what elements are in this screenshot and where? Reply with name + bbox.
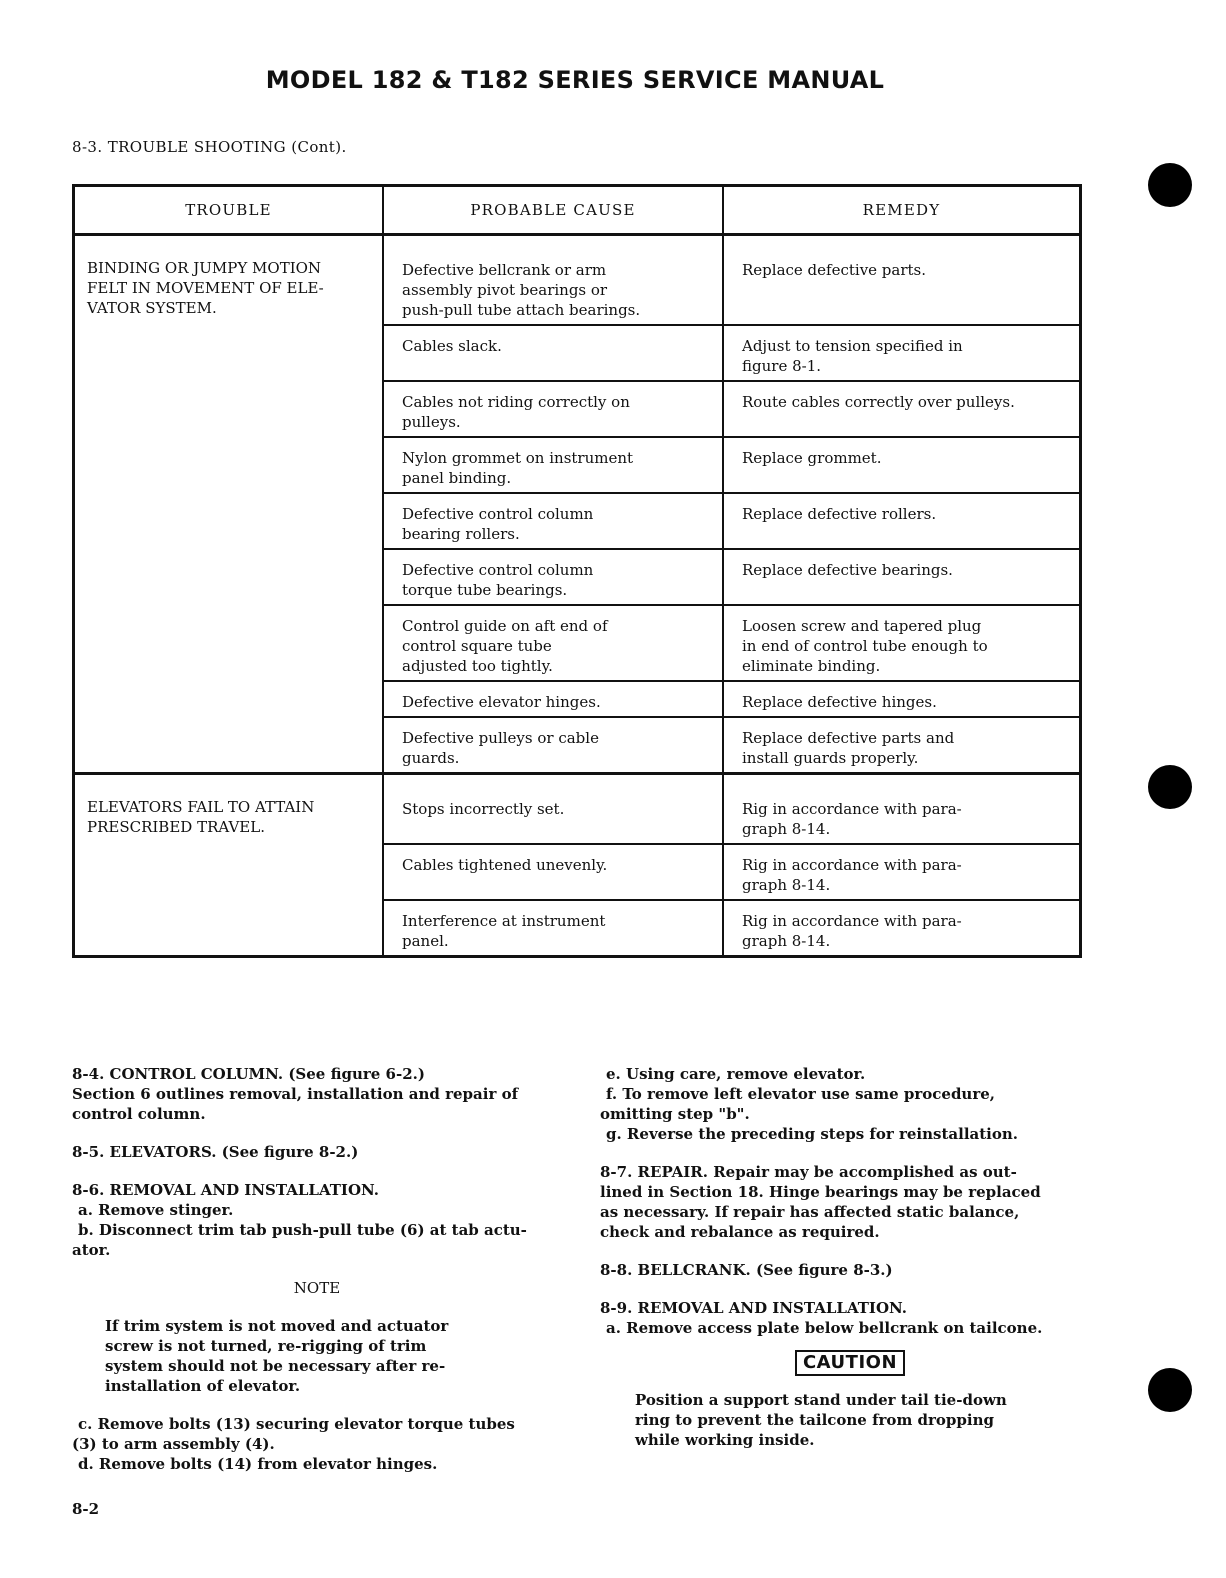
right-column	[600, 1064, 1100, 1450]
remedy-text: graph 8-14.	[742, 876, 831, 894]
trouble-shooting-table	[72, 184, 1082, 958]
probable-cause-text: assembly pivot bearings or	[402, 281, 608, 299]
remedy-text: graph 8-14.	[742, 820, 831, 838]
probable-cause-text: Control guide on aft end of	[402, 617, 608, 635]
section-8-4-body: Section 6 outlines removal, installation and repair of control column.	[72, 1085, 519, 1123]
table-row	[74, 774, 1081, 845]
remedy-text: Replace grommet.	[742, 449, 882, 467]
remedy-cell	[723, 900, 1081, 957]
remedy-text: Loosen screw and tapered plug	[742, 617, 982, 635]
probable-cause-text: Defective control column	[402, 505, 594, 523]
remedy-text: install guards properly.	[742, 749, 919, 767]
remedy-text: Rig in accordance with para-	[742, 856, 962, 874]
probable-cause-cell	[383, 493, 723, 549]
section-8-5-heading: 8-5. ELEVATORS. (See figure 8-2.)	[72, 1143, 359, 1161]
probable-cause-text: Stops incorrectly set.	[402, 800, 565, 818]
caution-label: CAUTION	[795, 1350, 905, 1376]
remedy-text: figure 8-1.	[742, 357, 822, 375]
probable-cause-text: bearing rollers.	[402, 525, 520, 543]
probable-cause-text: Interference at instrument	[402, 912, 606, 930]
step-c: c. Remove bolts (13) securing elevator torque tubes (3) to arm assembly (4).	[72, 1415, 515, 1453]
remedy-text: Replace defective parts and	[742, 729, 955, 747]
probable-cause-text: push-pull tube attach bearings.	[402, 301, 641, 319]
binder-hole	[1148, 1368, 1192, 1412]
header-remedy: REMEDY	[723, 186, 1081, 235]
remedy-cell	[723, 235, 1081, 326]
probable-cause-text: torque tube bearings.	[402, 581, 568, 599]
probable-cause-cell	[383, 325, 723, 381]
probable-cause-text: panel binding.	[402, 469, 512, 487]
section-8-4-heading: 8-4. CONTROL COLUMN. (See figure 6-2.)	[72, 1065, 425, 1083]
remedy-cell	[723, 493, 1081, 549]
probable-cause-cell	[383, 900, 723, 957]
step-a: a. Remove stinger.	[78, 1201, 234, 1219]
section-8-7: 8-7. REPAIR. Repair may be accomplished as out- lined in Section 18. Hinge bearings may be replaced as necessary. If repair has affected static balance, check and rebalance as required.	[600, 1163, 1041, 1241]
header-probable-cause: PROBABLE CAUSE	[383, 186, 723, 235]
section-8-9-heading: 8-9. REMOVAL AND INSTALLATION.	[600, 1299, 907, 1317]
remedy-cell	[723, 381, 1081, 437]
remedy-text: Rig in accordance with para-	[742, 912, 962, 930]
probable-cause-text: Nylon grommet on instrument	[402, 449, 634, 467]
probable-cause-cell	[383, 437, 723, 493]
step-f: f. To remove left elevator use same procedure, omitting step "b".	[600, 1085, 996, 1123]
probable-cause-text: control square tube	[402, 637, 552, 655]
binder-hole	[1148, 765, 1192, 809]
remedy-text: Route cables correctly over pulleys.	[742, 393, 1015, 411]
probable-cause-cell	[383, 717, 723, 774]
probable-cause-text: Defective control column	[402, 561, 594, 579]
section-8-6-heading: 8-6. REMOVAL AND INSTALLATION.	[72, 1181, 379, 1199]
probable-cause-text: Cables not riding correctly on	[402, 393, 630, 411]
probable-cause-text: guards.	[402, 749, 460, 767]
trouble-cell	[74, 774, 384, 957]
remedy-cell	[723, 549, 1081, 605]
page-title: MODEL 182 & T182 SERIES SERVICE MANUAL	[265, 66, 885, 94]
probable-cause-text: Defective elevator hinges.	[402, 693, 601, 711]
section-label: 8-3. TROUBLE SHOOTING (Cont).	[72, 138, 347, 156]
probable-cause-cell	[383, 605, 723, 681]
step-b: b. Disconnect trim tab push-pull tube (6) at tab actu- ator.	[72, 1221, 527, 1259]
probable-cause-cell	[383, 381, 723, 437]
remedy-text: Adjust to tension specified in	[742, 337, 963, 355]
remedy-cell	[723, 681, 1081, 717]
probable-cause-text: pulleys.	[402, 413, 461, 431]
remedy-cell	[723, 717, 1081, 774]
trouble-text: ELEVATORS FAIL TO ATTAIN	[87, 798, 315, 816]
remedy-cell	[723, 774, 1081, 845]
step-e: e. Using care, remove elevator.	[606, 1065, 866, 1083]
trouble-text: VATOR SYSTEM.	[87, 299, 217, 317]
trouble-text: PRESCRIBED TRAVEL.	[87, 818, 265, 836]
probable-cause-cell	[383, 681, 723, 717]
step-d: d. Remove bolts (14) from elevator hinges.	[78, 1455, 438, 1473]
section-8-9-step-a: a. Remove access plate below bellcrank on tailcone.	[606, 1319, 1043, 1337]
header-trouble: TROUBLE	[74, 186, 384, 235]
probable-cause-cell	[383, 844, 723, 900]
left-column	[72, 1064, 562, 1474]
remedy-text: graph 8-14.	[742, 932, 831, 950]
page-number: 8-2	[72, 1500, 100, 1518]
probable-cause-text: Cables slack.	[402, 337, 502, 355]
trouble-cell	[74, 235, 384, 774]
remedy-text: Replace defective rollers.	[742, 505, 937, 523]
caution-body: Position a support stand under tail tie-down ring to prevent the tailcone from dropping while working inside.	[635, 1391, 1007, 1449]
remedy-text: Replace defective hinges.	[742, 693, 937, 711]
binder-hole	[1148, 163, 1192, 207]
remedy-text: in end of control tube enough to	[742, 637, 988, 655]
probable-cause-cell	[383, 235, 723, 326]
probable-cause-text: panel.	[402, 932, 449, 950]
trouble-text: BINDING OR JUMPY MOTION	[87, 259, 322, 277]
remedy-cell	[723, 437, 1081, 493]
probable-cause-text: Defective bellcrank or arm	[402, 261, 607, 279]
probable-cause-text: adjusted too tightly.	[402, 657, 553, 675]
section-8-8-heading: 8-8. BELLCRANK. (See figure 8-3.)	[600, 1261, 893, 1279]
table-header-row	[74, 186, 1081, 235]
probable-cause-cell	[383, 774, 723, 845]
remedy-cell	[723, 605, 1081, 681]
remedy-cell	[723, 844, 1081, 900]
note-body: If trim system is not moved and actuator screw is not turned, re-rigging of trim system should not be necessary after re- installation of elevator.	[105, 1317, 449, 1395]
probable-cause-cell	[383, 549, 723, 605]
remedy-cell	[723, 325, 1081, 381]
table-row	[74, 235, 1081, 326]
remedy-text: eliminate binding.	[742, 657, 881, 675]
remedy-text: Replace defective bearings.	[742, 561, 953, 579]
step-g: g. Reverse the preceding steps for reinstallation.	[606, 1125, 1019, 1143]
probable-cause-text: Defective pulleys or cable	[402, 729, 599, 747]
remedy-text: Rig in accordance with para-	[742, 800, 962, 818]
trouble-text: FELT IN MOVEMENT OF ELE-	[87, 279, 324, 297]
remedy-text: Replace defective parts.	[742, 261, 927, 279]
note-title: NOTE	[293, 1279, 341, 1297]
probable-cause-text: Cables tightened unevenly.	[402, 856, 608, 874]
